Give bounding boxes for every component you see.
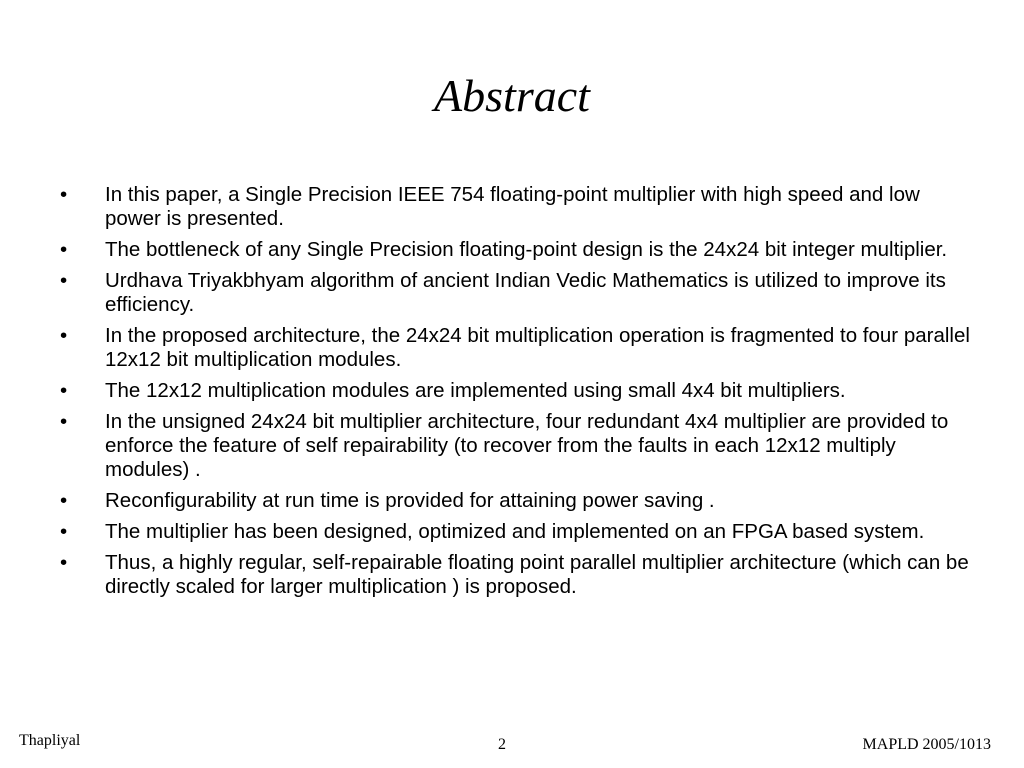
bullet-item: [58, 489, 978, 513]
bullet-text: Reconfigurability at run time is provided for attaining power saving .: [105, 489, 715, 512]
bullet-dot: •: [60, 269, 68, 292]
footer-conference: MAPLD 2005/1013: [862, 736, 991, 753]
bullet-text: In this paper, a Single Precision IEEE 754 floating-point multiplier with high speed and low power is presented.: [105, 183, 920, 230]
bullet-dot: •: [60, 324, 68, 347]
bullet-text: The 12x12 multiplication modules are implemented using small 4x4 bit multipliers.: [105, 379, 846, 402]
bullet-item: [58, 551, 978, 599]
bullet-dot: •: [60, 489, 68, 512]
bullet-list: [58, 183, 978, 606]
bullet-item: [58, 324, 978, 372]
bullet-dot: •: [60, 379, 68, 402]
bullet-text: The bottleneck of any Single Precision floating-point design is the 24x24 bit integer multiplier.: [105, 238, 948, 261]
bullet-text: Urdhava Triyakbhyam algorithm of ancient Indian Vedic Mathematics is utilized to improve its efficiency.: [105, 269, 946, 316]
footer-author: Thapliyal: [19, 732, 81, 749]
bullet-item: [58, 269, 978, 317]
bullet-dot: •: [60, 410, 68, 433]
footer-page-number: 2: [498, 736, 506, 753]
slide-title: Abstract: [434, 70, 590, 121]
bullet-text: In the unsigned 24x24 bit multiplier architecture, four redundant 4x4 multiplier are provided to enforce the feature of self repairability (to recover from the faults in each 12x12 multiply modules) .: [105, 410, 949, 481]
bullet-item: [58, 520, 978, 544]
bullet-dot: •: [60, 183, 68, 206]
bullet-item: [58, 379, 978, 403]
bullet-text: In the proposed architecture, the 24x24 bit multiplication operation is fragmented to four parallel 12x12 bit multiplication modules.: [105, 324, 970, 371]
bullet-item: [58, 183, 978, 231]
bullet-dot: •: [60, 551, 68, 574]
bullet-dot: •: [60, 238, 68, 261]
bullet-item: [58, 410, 978, 482]
bullet-text: The multiplier has been designed, optimized and implemented on an FPGA based system.: [105, 520, 925, 543]
bullet-dot: •: [60, 520, 68, 543]
bullet-item: [58, 238, 978, 262]
bullet-text: Thus, a highly regular, self-repairable floating point parallel multiplier architecture (which can be directly scaled for larger multiplication ) is proposed.: [105, 551, 969, 598]
